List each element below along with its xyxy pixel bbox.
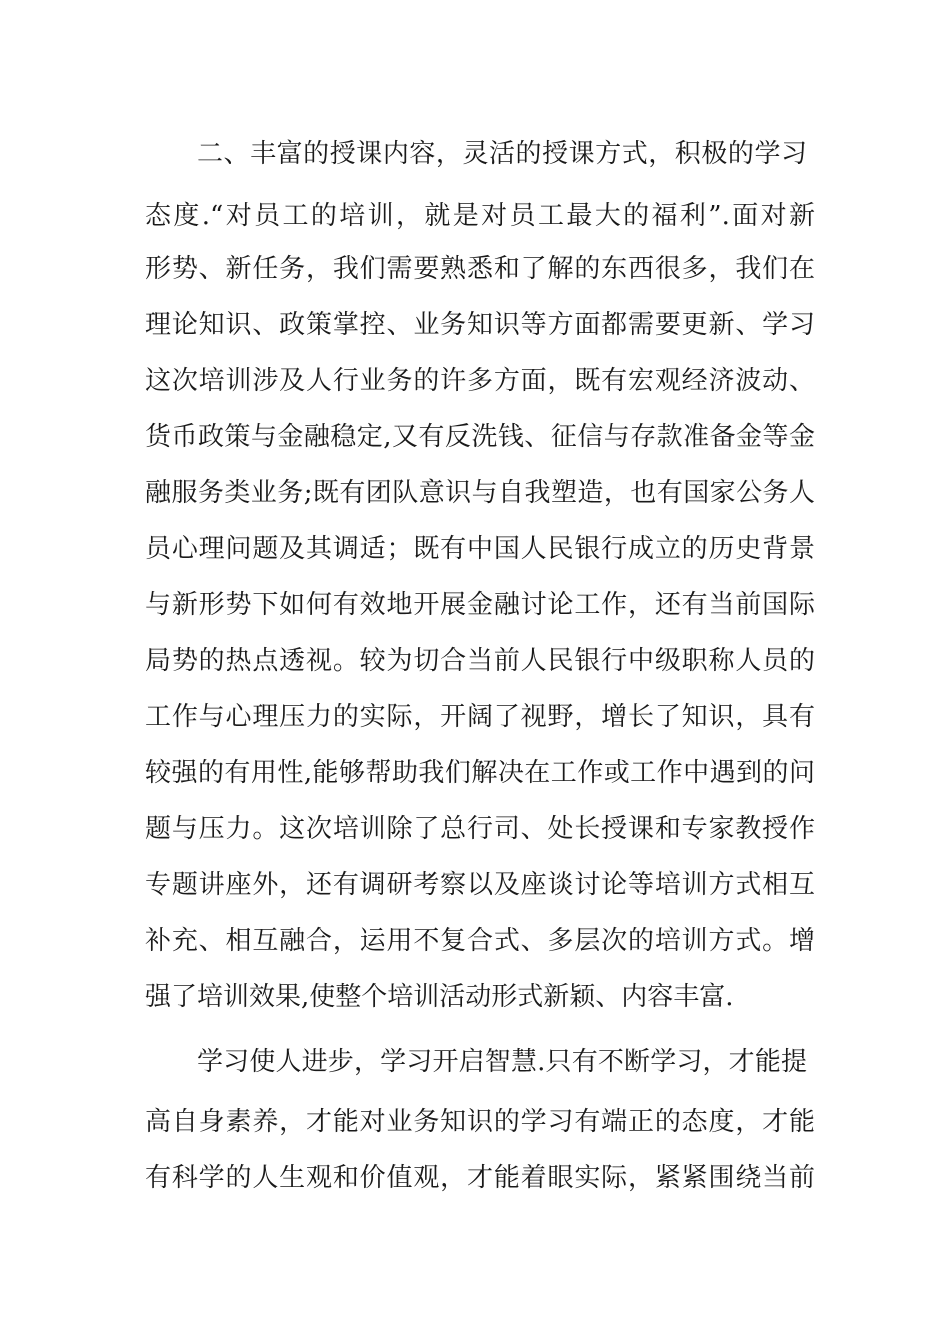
paragraph-2-line-1: 学习使人进步，学习开启智慧.只有不断学习，才能提	[197, 1047, 807, 1077]
paragraph-1-line-13: 题与压力。这次培训除了总行司、处长授课和专家教授作	[145, 814, 815, 844]
paragraph-1-line-4: 理论知识、政策掌控、业务知识等方面都需要更新、学习	[145, 310, 815, 340]
paragraph-1-line-1: 二、丰富的授课内容，灵活的授课方式，积极的学习	[197, 139, 807, 169]
paragraph-1-line-6: 货币政策与金融稳定,又有反洗钱、征信与存款准备金等金	[145, 422, 815, 452]
paragraph-1-line-12: 较强的有用性,能够帮助我们解决在工作或工作中遇到的问	[145, 758, 815, 788]
paragraph-1-line-10: 局势的热点透视。较为切合当前人民银行中级职称人员的	[145, 646, 815, 676]
paragraph-1-line-2: 态度.“对员工的培训，就是对员工最大的福利”.面对新	[145, 201, 815, 231]
paragraph-1-line-7: 融服务类业务;既有团队意识与自我塑造，也有国家公务人	[145, 478, 815, 508]
paragraph-1-line-15: 补充、相互融合，运用不复合式、多层次的培训方式。增	[145, 926, 815, 956]
paragraph-1-line-5: 这次培训涉及人行业务的许多方面，既有宏观经济波动、	[145, 366, 815, 396]
paragraph-1-line-14: 专题讲座外，还有调研考察以及座谈讨论等培训方式相互	[145, 870, 815, 900]
paragraph-2-line-3: 有科学的人生观和价值观，才能着眼实际，紧紧围绕当前	[145, 1163, 815, 1193]
paragraph-1-line-3: 形势、新任务，我们需要熟悉和了解的东西很多，我们在	[145, 254, 815, 284]
paragraph-1-line-9: 与新形势下如何有效地开展金融讨论工作，还有当前国际	[145, 590, 815, 620]
paragraph-2-line-2: 高自身素养，才能对业务知识的学习有端正的态度，才能	[145, 1107, 815, 1137]
paragraph-1-line-11: 工作与心理压力的实际，开阔了视野，增长了知识，具有	[145, 702, 815, 732]
paragraph-1-line-8: 员心理问题及其调适；既有中国人民银行成立的历史背景	[145, 534, 815, 564]
paragraph-1-line-16: 强了培训效果,使整个培训活动形式新颖、内容丰富.	[145, 982, 734, 1012]
